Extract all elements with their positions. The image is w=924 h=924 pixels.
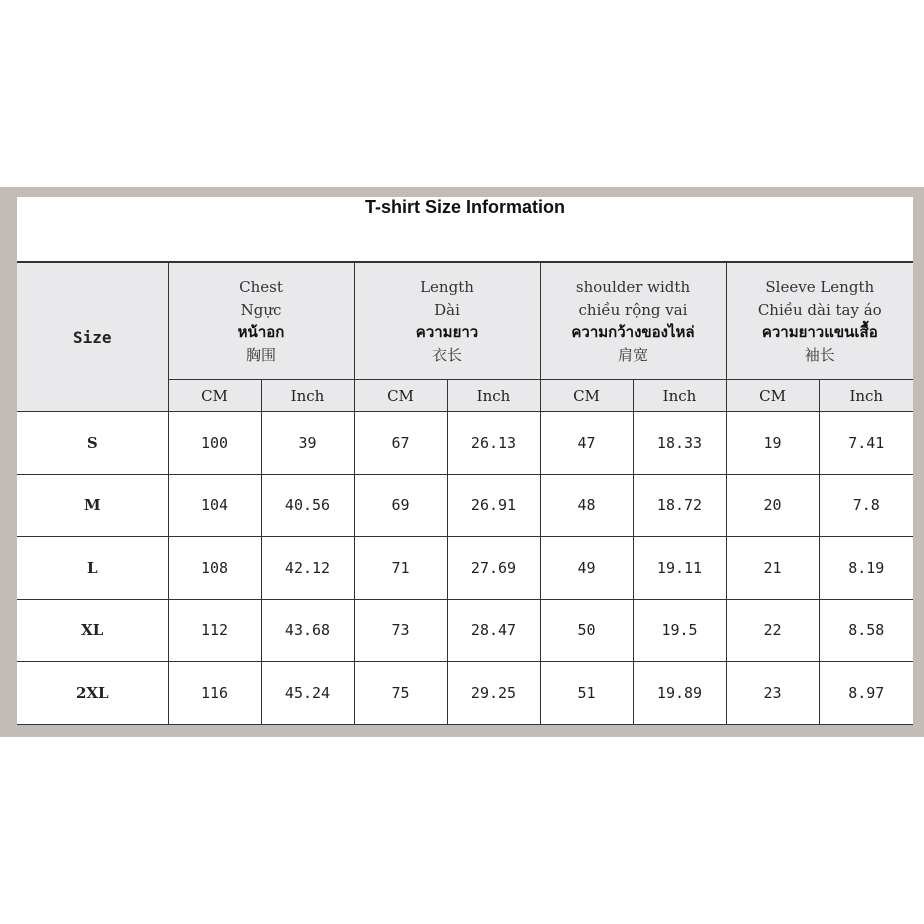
value-cell: 26.91 xyxy=(447,474,540,537)
value-cell: 51 xyxy=(540,662,633,725)
header-th: ความยาว xyxy=(415,323,479,341)
value-cell: 42.12 xyxy=(261,537,354,600)
size-table xyxy=(17,262,913,725)
value-cell: 48 xyxy=(540,474,633,537)
value-cell: 104 xyxy=(168,474,261,537)
table-row xyxy=(17,599,913,662)
value-cell: 18.33 xyxy=(633,412,726,475)
value-cell: 45.24 xyxy=(261,662,354,725)
value-cell: 49 xyxy=(540,537,633,600)
table-row xyxy=(17,412,913,475)
unit-header-cm: CM xyxy=(726,380,819,412)
size-cell: XL xyxy=(17,599,168,662)
unit-header-cm: CM xyxy=(168,380,261,412)
value-cell: 19.89 xyxy=(633,662,726,725)
value-cell: 73 xyxy=(354,599,447,662)
value-cell: 7.41 xyxy=(819,412,913,475)
table-row xyxy=(17,662,913,725)
value-cell: 69 xyxy=(354,474,447,537)
value-cell: 19.5 xyxy=(633,599,726,662)
value-cell: 19.11 xyxy=(633,537,726,600)
header-vi: chiều rộng vai xyxy=(578,300,688,319)
table-row xyxy=(17,537,913,600)
value-cell: 116 xyxy=(168,662,261,725)
unit-header-inch: Inch xyxy=(261,380,354,412)
value-cell: 8.19 xyxy=(819,537,913,600)
header-vi: Dài xyxy=(434,300,460,319)
unit-header-cm: CM xyxy=(540,380,633,412)
value-cell: 22 xyxy=(726,599,819,662)
value-cell: 39 xyxy=(261,412,354,475)
header-th: หน้าอก xyxy=(237,323,285,341)
unit-header-cm: CM xyxy=(354,380,447,412)
value-cell: 112 xyxy=(168,599,261,662)
value-cell: 18.72 xyxy=(633,474,726,537)
value-cell: 29.25 xyxy=(447,662,540,725)
column-group-header xyxy=(540,263,726,380)
header-en: Chest xyxy=(239,278,283,296)
header-vi: Ngực xyxy=(240,300,282,319)
value-cell: 8.58 xyxy=(819,599,913,662)
value-cell: 19 xyxy=(726,412,819,475)
value-cell: 8.97 xyxy=(819,662,913,725)
size-chart xyxy=(17,197,913,725)
table-row xyxy=(17,474,913,537)
value-cell: 47 xyxy=(540,412,633,475)
value-cell: 21 xyxy=(726,537,819,600)
value-cell: 50 xyxy=(540,599,633,662)
value-cell: 67 xyxy=(354,412,447,475)
value-cell: 27.69 xyxy=(447,537,540,600)
value-cell: 75 xyxy=(354,662,447,725)
header-en: Sleeve Length xyxy=(765,278,875,296)
column-group-header xyxy=(354,263,540,380)
size-cell: L xyxy=(17,537,168,600)
value-cell: 23 xyxy=(726,662,819,725)
header-en: Length xyxy=(420,278,474,296)
value-cell: 100 xyxy=(168,412,261,475)
size-header: Size xyxy=(17,263,168,412)
value-cell: 43.68 xyxy=(261,599,354,662)
column-group-header xyxy=(168,263,354,380)
size-cell: S xyxy=(17,412,168,475)
header-th: ความกว้างของไหล่ xyxy=(571,323,695,341)
header-zh: 肩宽 xyxy=(618,345,649,364)
size-cell: M xyxy=(17,474,168,537)
value-cell: 28.47 xyxy=(447,599,540,662)
header-vi: Chiều dài tay áo xyxy=(757,300,882,319)
unit-header-inch: Inch xyxy=(819,380,913,412)
value-cell: 40.56 xyxy=(261,474,354,537)
value-cell: 20 xyxy=(726,474,819,537)
chart-title: T-shirt Size Information xyxy=(17,197,913,262)
header-zh: 袖长 xyxy=(804,345,835,364)
value-cell: 71 xyxy=(354,537,447,600)
unit-header-inch: Inch xyxy=(633,380,726,412)
column-group-header xyxy=(726,263,913,380)
value-cell: 108 xyxy=(168,537,261,600)
header-th: ความยาวแขนเสื้อ xyxy=(761,323,878,341)
header-zh: 胸围 xyxy=(245,345,276,364)
unit-header-inch: Inch xyxy=(447,380,540,412)
size-cell: 2XL xyxy=(17,662,168,725)
header-zh: 衣长 xyxy=(431,345,462,364)
header-en: shoulder width xyxy=(575,278,691,296)
value-cell: 26.13 xyxy=(447,412,540,475)
value-cell: 7.8 xyxy=(819,474,913,537)
